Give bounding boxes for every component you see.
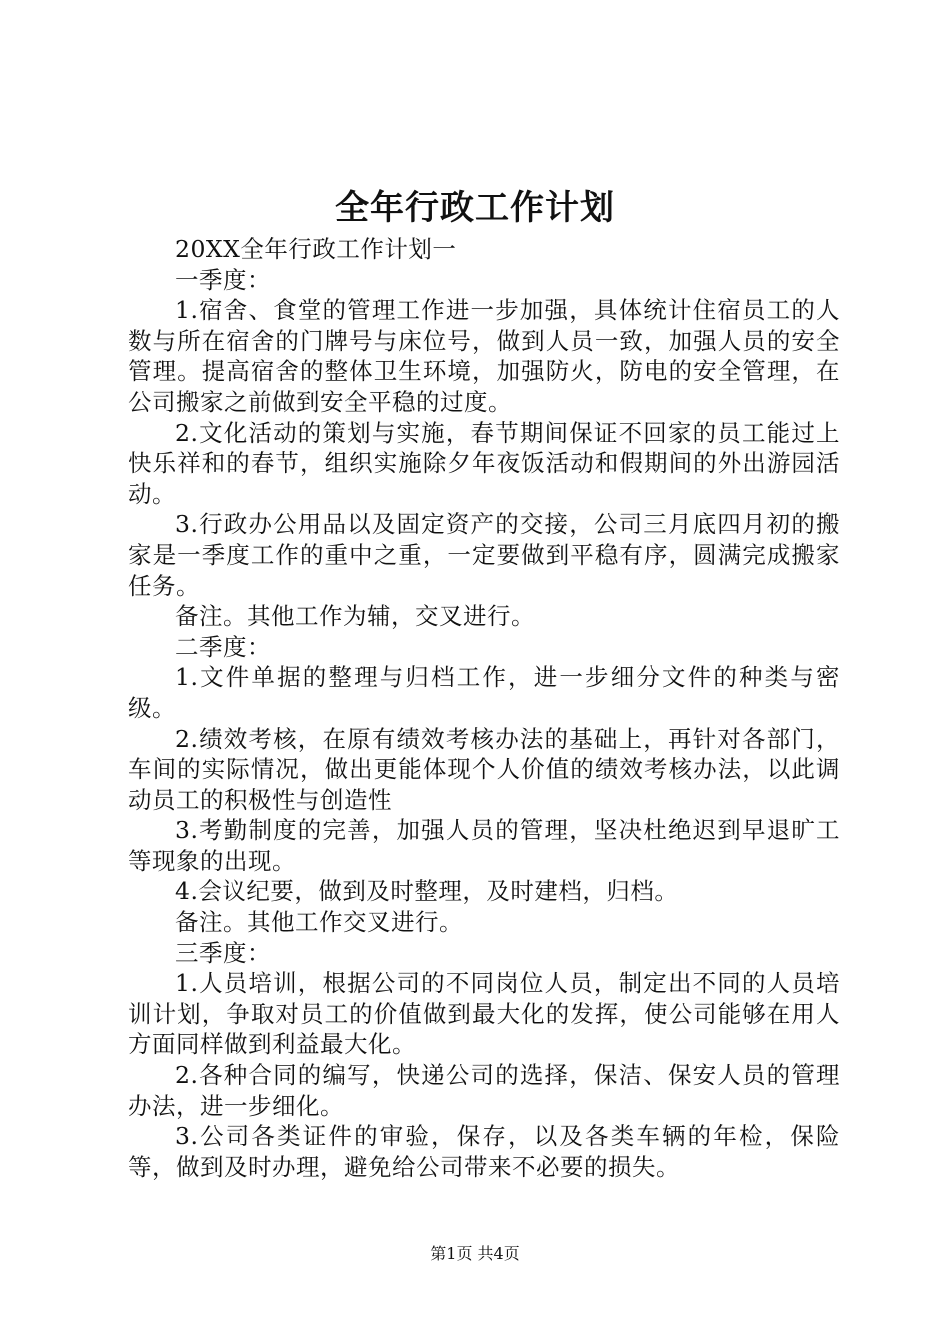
page-footer: 第1页 共4页 bbox=[430, 1244, 520, 1263]
q2-item-3: 3.考勤制度的完善，加强人员的管理，坚决杜绝迟到早退旷工等现象的出现。 bbox=[128, 816, 840, 875]
section-heading-q3: 三季度： bbox=[175, 938, 271, 967]
document-body bbox=[128, 234, 840, 1182]
q2-item-4: 4.会议纪要，做到及时整理，及时建档，归档。 bbox=[175, 877, 679, 906]
q1-item-3: 3.行政办公用品以及固定资产的交接，公司三月底四月初的搬家是一季度工作的重中之重，一定要做到平稳有序，圆满完成搬家任务。 bbox=[128, 510, 840, 600]
section-heading-q1: 一季度： bbox=[175, 265, 271, 294]
document-title: 全年行政工作计划 bbox=[335, 188, 615, 228]
q3-item-3: 3.公司各类证件的审验，保存，以及各类车辆的年检，保险等，做到及时办理，避免给公司带来不必要的损失。 bbox=[128, 1122, 840, 1181]
plan-heading: 20XX全年行政工作计划一 bbox=[175, 235, 457, 263]
q1-item-1: 1.宿舍、食堂的管理工作进一步加强，具体统计住宿员工的人数与所在宿舍的门牌号与床位号，做到人员一致，加强人员的安全管理。提高宿舍的整体卫生环境，加强防火，防电的安全管理，在公司搬家之前做到安全平稳的过度。 bbox=[128, 296, 840, 416]
q1-item-2: 2.文化活动的策划与实施，春节期间保证不回家的员工能过上快乐祥和的春节，组织实施除夕年夜饭活动和假期间的外出游园活动。 bbox=[128, 418, 840, 508]
section-heading-q2: 二季度： bbox=[175, 632, 271, 661]
q2-note: 备注。其他工作交叉进行。 bbox=[175, 908, 463, 937]
q3-item-1: 1.人员培训，根据公司的不同岗位人员，制定出不同的人员培训计划，争取对员工的价值做到最大化的发挥，使公司能够在用人方面同样做到利益最大化。 bbox=[128, 969, 840, 1059]
q2-item-1: 1.文件单据的整理与归档工作，进一步细分文件的种类与密级。 bbox=[128, 663, 840, 722]
q3-item-2: 2.各种合同的编写，快递公司的选择，保洁、保安人员的管理办法，进一步细化。 bbox=[128, 1061, 840, 1120]
q2-item-2: 2.绩效考核，在原有绩效考核办法的基础上，再针对各部门，车间的实际情况，做出更能体现个人价值的绩效考核办法，以此调动员工的积极性与创造性 bbox=[128, 724, 840, 814]
q1-note: 备注。其他工作为辅，交叉进行。 bbox=[175, 602, 535, 631]
